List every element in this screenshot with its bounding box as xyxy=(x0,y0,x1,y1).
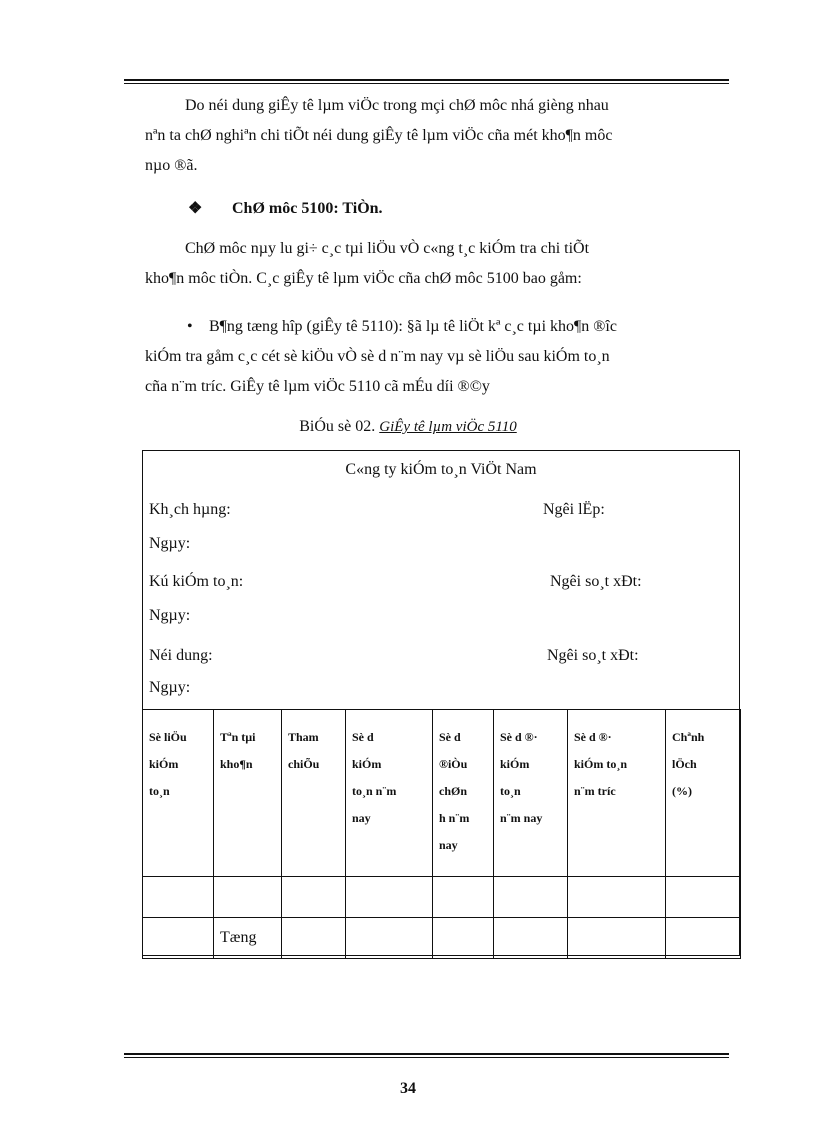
intro-line-1: Do néi dung giÊy tê lµm viÖc trong mçi chØ môc nhá gièng nhau xyxy=(185,97,609,114)
table-cell xyxy=(568,918,666,959)
bottom-rule xyxy=(124,1053,729,1058)
table-cell xyxy=(346,877,433,918)
section-paragraph xyxy=(145,234,719,294)
bullet-line-2: kiÓm tra gåm c¸c cét sè kiÖu vÒ sè d n¨m nay vµ sè liÖu sau kiÓm to¸n xyxy=(145,348,610,365)
bullet-paragraph xyxy=(145,312,719,402)
table-cell xyxy=(494,877,568,918)
total-label: Tæng xyxy=(214,918,282,959)
bullet-line-3: cña n¨m tríc. GiÊy tê lµm viÖc 5110 cã mÉu díi ®©y xyxy=(145,378,490,395)
table-header-cell: Sè d ®· kiÓm to¸n n¨m nay xyxy=(494,710,568,877)
table-cell xyxy=(346,918,433,959)
table-header-cell: Sè d ®· kiÓm to¸n n¨m tríc xyxy=(568,710,666,877)
table-header-row xyxy=(143,710,741,877)
table-cell xyxy=(666,877,741,918)
intro-paragraph xyxy=(145,91,719,181)
top-rule xyxy=(124,79,729,84)
section-line-1: ChØ môc nµy lu gi÷ c¸c tµi liÖu vÒ c«ng t¸c kiÓm tra chi tiÕt xyxy=(185,240,590,257)
table-row xyxy=(143,877,741,918)
table-cell xyxy=(282,918,346,959)
bullet-line-1: B¶ng tæng hîp (giÊy tê 5110): §ã lµ tê liÖt kª c¸c tµi kho¶n ®îc xyxy=(209,318,617,335)
table-header-cell: Sè d kiÓm to¸n n¨m nay xyxy=(346,710,433,877)
table-cell xyxy=(282,877,346,918)
caption-prefix: BiÓu sè 02. xyxy=(299,418,376,435)
table-cell xyxy=(666,918,741,959)
content-label: Néi dung: xyxy=(149,647,213,664)
table-cell xyxy=(214,877,282,918)
intro-line-2: nªn ta chØ nghiªn chi tiÕt néi dung giÊy tê lµm viÖc cña mét kho¶n môc xyxy=(145,127,613,144)
audit-period-label: Kú kiÓm to¸n: xyxy=(149,573,244,590)
working-paper-form xyxy=(142,450,740,956)
table-header-cell: Chªnh lÖch (%) xyxy=(666,710,741,877)
reviewer-label-1: Ngêi so¸t xÐt: xyxy=(550,573,642,590)
section-heading xyxy=(188,198,383,218)
table-cell xyxy=(143,918,214,959)
diamond-bullet-icon: ❖ xyxy=(188,200,203,217)
section-heading-text: ChØ môc 5100: TiÒn. xyxy=(232,200,383,217)
account-table xyxy=(142,709,741,959)
table-cell xyxy=(494,918,568,959)
figure-caption xyxy=(0,418,816,436)
table-cell xyxy=(568,877,666,918)
date-label-1: Ngµy: xyxy=(149,535,191,552)
client-label: Kh¸ch hµng: xyxy=(149,501,231,518)
table-cell xyxy=(143,877,214,918)
section-line-2: kho¶n môc tiÒn. C¸c giÊy tê lµm viÖc cña chØ môc 5100 bao gåm: xyxy=(145,270,582,287)
reviewer-label-2: Ngêi so¸t xÐt: xyxy=(547,647,639,664)
table-cell xyxy=(433,877,494,918)
table-header-cell: Tham chiÕu xyxy=(282,710,346,877)
table-cell xyxy=(433,918,494,959)
form-header xyxy=(143,451,739,709)
caption-title: GiÊy tê lµm viÖc 5110 xyxy=(379,419,517,435)
round-bullet-icon: • xyxy=(187,318,193,335)
table-header-cell: Sè liÖu kiÓm to¸n xyxy=(143,710,214,877)
page-number: 34 xyxy=(400,1080,416,1097)
date-label-3: Ngµy: xyxy=(149,679,191,696)
table-header-cell: Sè d ®iÒu chØn h n¨m nay xyxy=(433,710,494,877)
company-name: C«ng ty kiÓm to¸n ViÖt Nam xyxy=(345,461,537,478)
intro-line-3: nµo ®ã. xyxy=(145,157,198,174)
table-total-row xyxy=(143,918,741,959)
prepared-by-label: Ngêi lËp: xyxy=(543,501,605,518)
table-header-cell: Tªn tµi kho¶n xyxy=(214,710,282,877)
date-label-2: Ngµy: xyxy=(149,607,191,624)
